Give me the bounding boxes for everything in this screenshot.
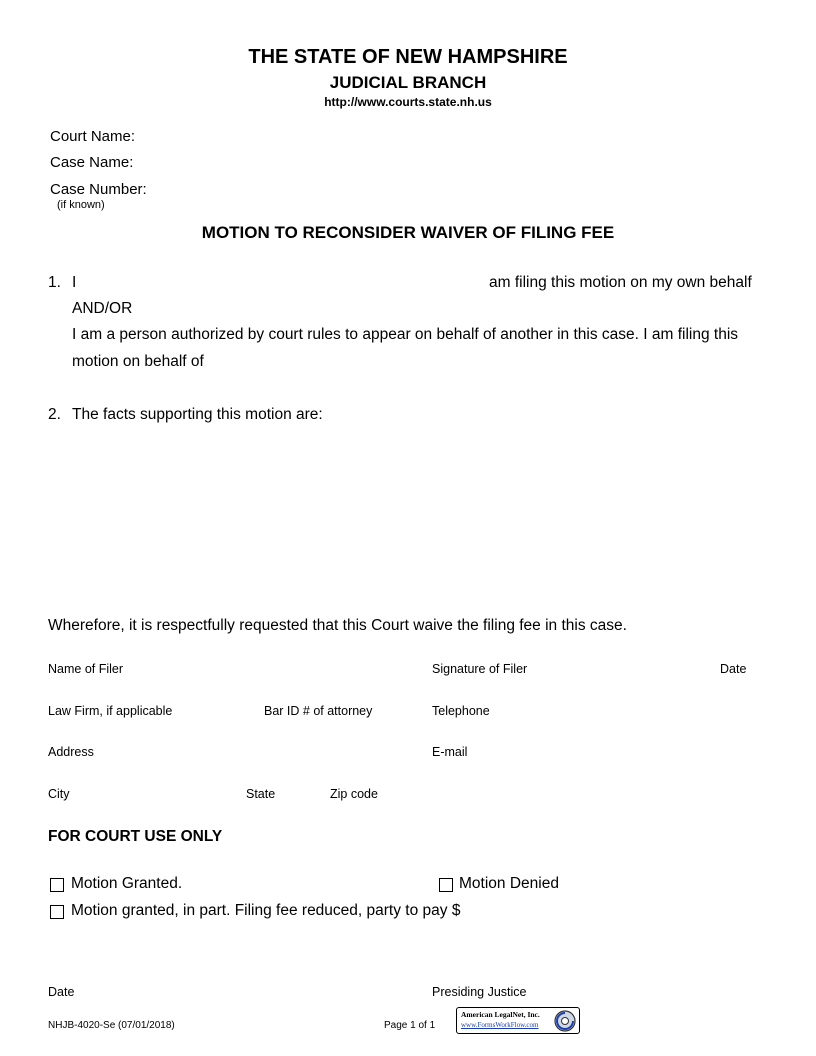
law-firm-label: Law Firm, if applicable [48,704,173,718]
motion-granted-label: Motion Granted. [71,875,183,892]
name-of-filer-label: Name of Filer [48,662,124,676]
zip-label: Zip code [330,787,378,801]
item1-number: 1. [48,274,61,291]
filer-date-label: Date [720,662,747,676]
presiding-justice-label: Presiding Justice [432,985,527,999]
item1-i-label: I [72,274,77,291]
page-number: Page 1 of 1 [384,1020,436,1031]
granted-in-part-checkbox[interactable] [50,905,64,919]
facts-label: The facts supporting this motion are: [72,406,323,423]
on-behalf-of-text: motion on behalf of [72,353,204,370]
branch-title: JUDICIAL BRANCH [329,73,487,92]
court-url: http://www.courts.state.nh.us [324,95,492,109]
andor-text: AND/OR [72,300,133,317]
court-use-heading: FOR COURT USE ONLY [48,828,223,845]
case-number-note: (if known) [57,199,105,211]
case-number-label: Case Number: [50,181,147,198]
court-date-label: Date [48,985,75,999]
motion-denied-label: Motion Denied [459,875,559,892]
globe-icon [553,1009,577,1033]
signature-of-filer-label: Signature of Filer [432,662,528,676]
vendor-url[interactable]: www.FormsWorkFlow.com [461,1021,539,1029]
authorized-text: I am a person authorized by court rules to appear on behalf of another in this case. I am filing this [72,326,739,343]
granted-in-part-label: Motion granted, in part. Filing fee reduced, party to pay $ [71,902,461,919]
court-name-label: Court Name: [50,128,136,145]
item2-number: 2. [48,406,61,423]
telephone-label: Telephone [432,704,490,718]
address-label: Address [48,745,94,759]
state-title: THE STATE OF NEW HAMPSHIRE [248,46,568,68]
case-name-label: Case Name: [50,154,134,171]
motion-granted-checkbox[interactable] [50,878,64,892]
bar-id-label: Bar ID # of attorney [264,704,373,718]
form-id: NHJB-4020-Se (07/01/2018) [48,1020,175,1031]
vendor-name: American LegalNet, Inc. [461,1010,540,1019]
email-label: E-mail [432,745,468,759]
own-behalf-text: am filing this motion on my own behalf [489,274,752,291]
motion-denied-checkbox[interactable] [439,878,453,892]
motion-title: MOTION TO RECONSIDER WAIVER OF FILING FEE [201,223,615,242]
city-label: City [48,787,70,801]
vendor-logo[interactable] [456,1007,580,1034]
state-label: State [246,787,276,801]
wherefore-text: Wherefore, it is respectfully requested that this Court waive the filing fee in this case. [48,617,627,634]
